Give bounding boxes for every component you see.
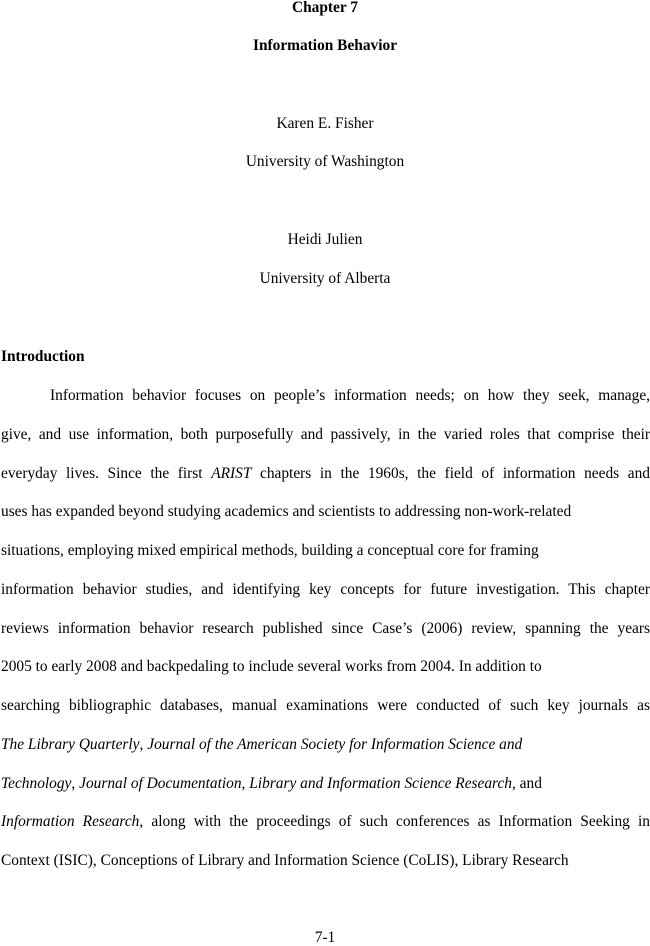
paragraph-line — [1, 621, 650, 636]
paragraph-line — [1, 659, 542, 674]
paragraph-line — [1, 504, 571, 519]
text-run: reviews information behavior research published since Case’s (2006) review, spanning the years — [1, 620, 650, 637]
text-run: Information behavior focuses on people’s information needs; on how they seek, manage, — [50, 387, 650, 404]
author-affiliation: University of Washington — [245, 153, 405, 170]
section-heading: Introduction — [1, 348, 85, 365]
chapter-title: Information Behavior — [252, 37, 398, 54]
text-run: give, and use information, both purposefully and passively, in the varied roles that comprise their — [1, 426, 650, 443]
text-run: , — [241, 775, 250, 792]
paragraph-line — [1, 737, 522, 752]
text-run: uses has expanded beyond studying academics and scientists to addressing non-work-related — [1, 503, 572, 520]
author-name: Karen E. Fisher — [276, 115, 374, 132]
text-run: chapters in the 1960s, the field of information needs and — [251, 465, 650, 482]
italic-text: Journal of the American Society for Information Science and — [147, 736, 523, 753]
text-run: 2005 to early 2008 and backpedaling to include several works from 2004. In addition to — [1, 658, 542, 675]
text-run: , along with the proceedings of such conferences as Information Seeking in — [139, 813, 650, 830]
text-run: , and — [511, 775, 542, 792]
paragraph-line — [1, 698, 650, 713]
text-run: everyday lives. Since the first — [1, 465, 212, 482]
text-run: situations, employing mixed empirical methods, building a conceptual core for framing — [1, 542, 539, 559]
text-run: , — [71, 775, 80, 792]
paragraph-line — [1, 814, 650, 829]
paragraph-line — [1, 543, 539, 558]
paragraph-line — [1, 466, 650, 481]
paragraph-line — [1, 776, 542, 791]
italic-text: Journal of Documentation — [79, 775, 242, 792]
italic-text: Information Research — [1, 813, 140, 830]
paragraph-line — [1, 582, 650, 597]
italic-text: Technology — [1, 775, 72, 792]
page-number: 7-1 — [314, 929, 336, 946]
italic-text: The Library Quarterly — [1, 736, 140, 753]
italic-text: Library and Information Science Research — [249, 775, 512, 792]
paragraph-line — [50, 388, 650, 403]
paragraph-line — [1, 427, 650, 442]
author-name: Heidi Julien — [287, 231, 363, 248]
text-run: information behavior studies, and identifying key concepts for future investigation. This chapter — [1, 581, 650, 598]
paragraph-line — [1, 853, 569, 868]
italic-text: ARIST — [211, 465, 252, 482]
text-run: Context (ISIC), Conceptions of Library and Information Science (CoLIS), Library Research — [1, 852, 569, 869]
chapter-label: Chapter 7 — [292, 0, 358, 16]
text-run: , — [139, 736, 148, 753]
text-run: searching bibliographic databases, manual examinations were conducted of such key journals as — [1, 697, 650, 714]
author-affiliation: University of Alberta — [259, 270, 391, 287]
